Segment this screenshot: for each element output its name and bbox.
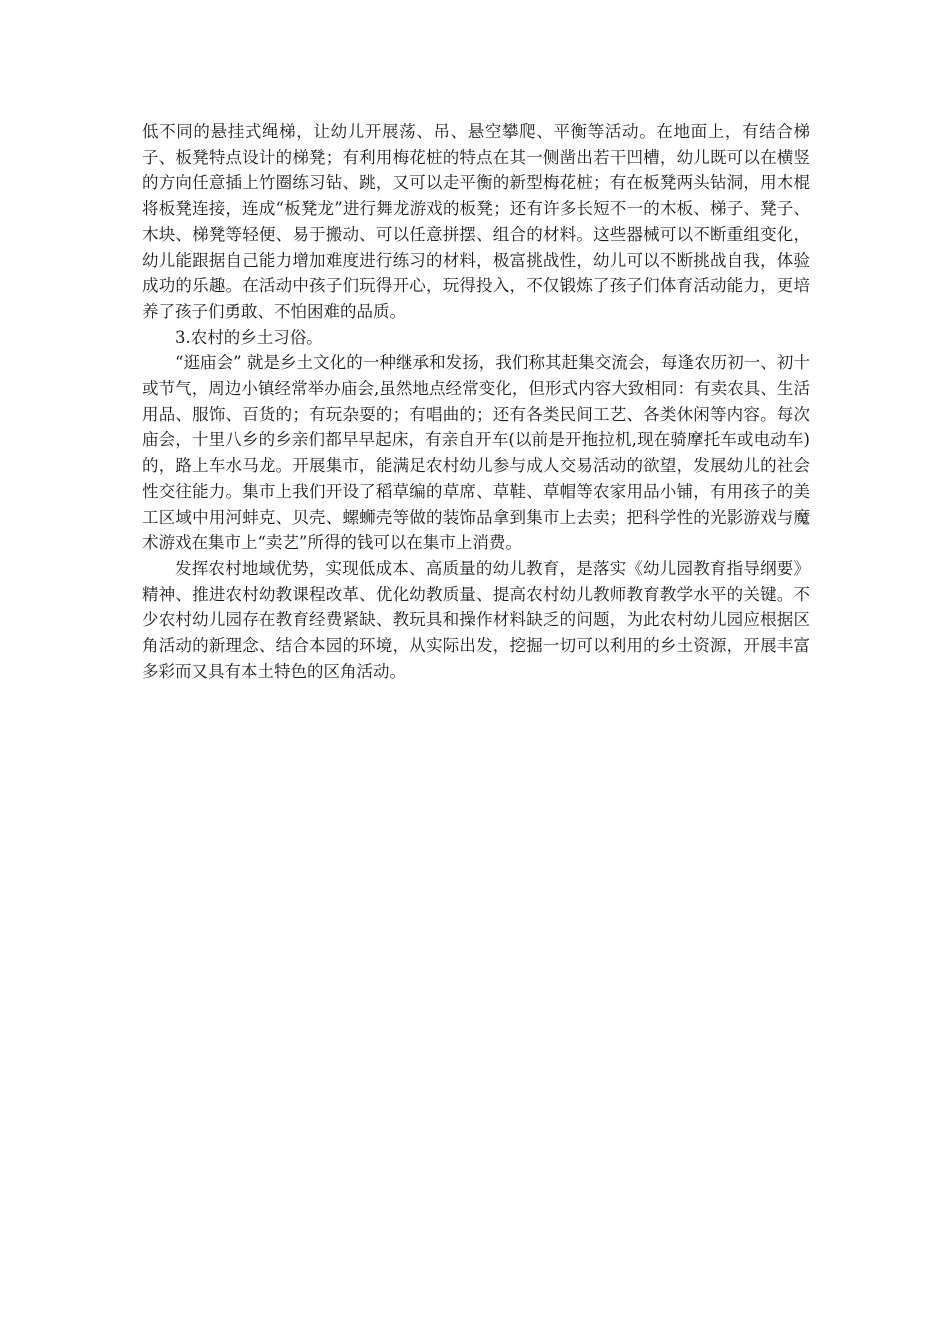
body-paragraph-conclusion: 发挥农村地域优势，实现低成本、高质量的幼儿教育，是落实《幼儿园教育指导纲要》精神、推进农村幼教课程改革、优化幼教质量、提高农村幼儿教师教育教学水平的关键。不少农村幼儿园存在教育经费紧缺、教玩具和操作材料缺乏的问题，为此农村幼儿园应根据区角活动的新理念、结合本园的环境，从实际出发，挖掘一切可以利用的乡土资源，开展丰富多彩而又具有本土特色的区角活动。 [142,558,810,681]
document-body [142,119,810,684]
body-paragraph-continued: 低不同的悬挂式绳梯，让幼儿开展荡、吊、悬空攀爬、平衡等活动。在地面上，有结合梯子、板凳特点设计的梯凳；有利用梅花桩的特点在其一侧凿出若干凹槽，幼儿既可以在横竖的方向任意插上竹圈练习钻、跳，又可以走平衡的新型梅花桩；有在板凳两头钻洞，用木棍将板凳连接，连成“板凳龙”进行舞龙游戏的板凳；还有许多长短不一的木板、梯子、凳子、木块、梯凳等轻便、易于搬动、可以任意拼摆、组合的材料。这些器械可以不断重组变化，幼儿能跟据自己能力增加难度进行练习的材料，极富挑战性，幼儿可以不断挑战自我，体验成功的乐趣。在活动中孩子们玩得开心，玩得投入，不仅锻炼了孩子们体育活动能力，更培养了孩子们勇敢、不怕困难的品质。 [142,122,810,321]
body-paragraph-temple-fair: “逛庙会” 就是乡土文化的一种继承和发扬，我们称其赶集交流会，每逢农历初一、初十或节气，周边小镇经常举办庙会,虽然地点经常变化，但形式内容大致相同：有卖农具、生活用品、服饰、百货的；有玩杂耍的；有唱曲的；还有各类民间工艺、各类休闲等内容。每次庙会，十里八乡的乡亲们都早早起床，有亲自开车(以前是开拖拉机,现在骑摩托车或电动车)的，路上车水马龙。开展集市，能满足农村幼儿参与成人交易活动的欲望，发展幼儿的社会性交往能力。集市上我们开设了稻草编的草席、草鞋、草帽等农家用品小铺，有用孩子的美工区域中用河蚌克、贝壳、螺蛳壳等做的装饰品拿到集市上去卖；把科学性的光影游戏与魔术游戏在集市上“卖艺”所得的钱可以在集市上消费。 [142,353,810,553]
section-heading-rural-customs: 3.农村的乡土习俗。 [175,327,323,347]
